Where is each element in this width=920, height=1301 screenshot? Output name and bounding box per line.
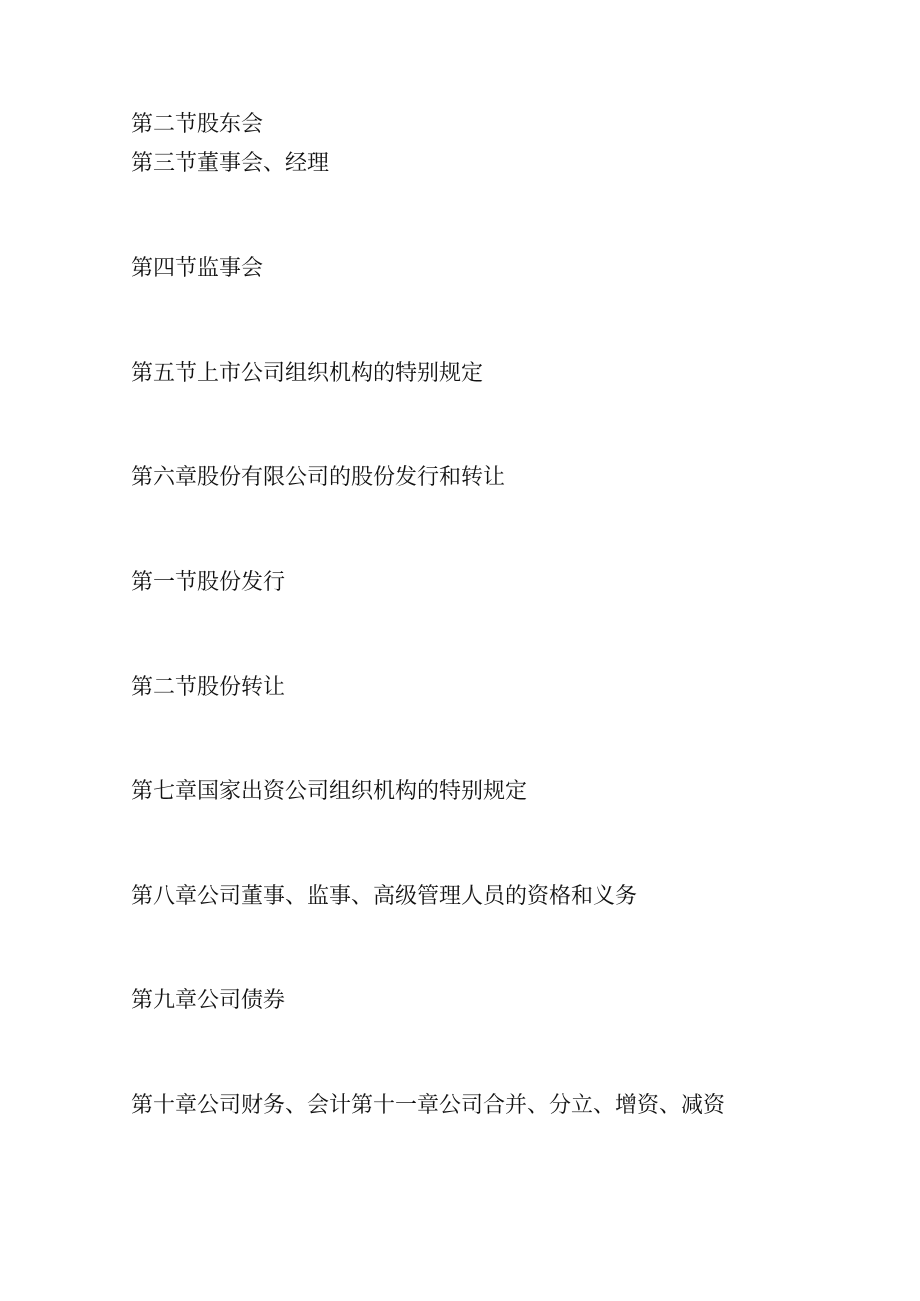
toc-entry-chapter-6-share-issuance-transfer: 第六章股份有限公司的股份发行和转让 [131,465,506,490]
toc-entry-section-5-listed-company-rules: 第五节上市公司组织机构的特别规定 [131,361,484,386]
toc-entry-chapter-7-state-funded-companies: 第七章国家出资公司组织机构的特别规定 [131,779,528,804]
toc-entry-chapter-8-officer-qualifications: 第八章公司董事、监事、高级管理人员的资格和义务 [131,884,638,909]
toc-entry-chapter-9-corporate-bonds: 第九章公司债券 [131,988,286,1013]
toc-entry-section-3-board-manager: 第三节董事会、经理 [131,151,330,176]
toc-entry-section-4-supervisory-board: 第四节监事会 [131,256,264,281]
toc-entry-chapter-10-11-finance-merger: 第十章公司财务、会计第十一章公司合并、分立、增资、减资 [131,1093,726,1118]
toc-entry-section-1-share-issuance: 第一节股份发行 [131,570,286,595]
toc-entry-section-2-share-transfer: 第二节股份转让 [131,675,286,700]
toc-entry-section-2-shareholders-meeting: 第二节股东会 [131,112,264,137]
